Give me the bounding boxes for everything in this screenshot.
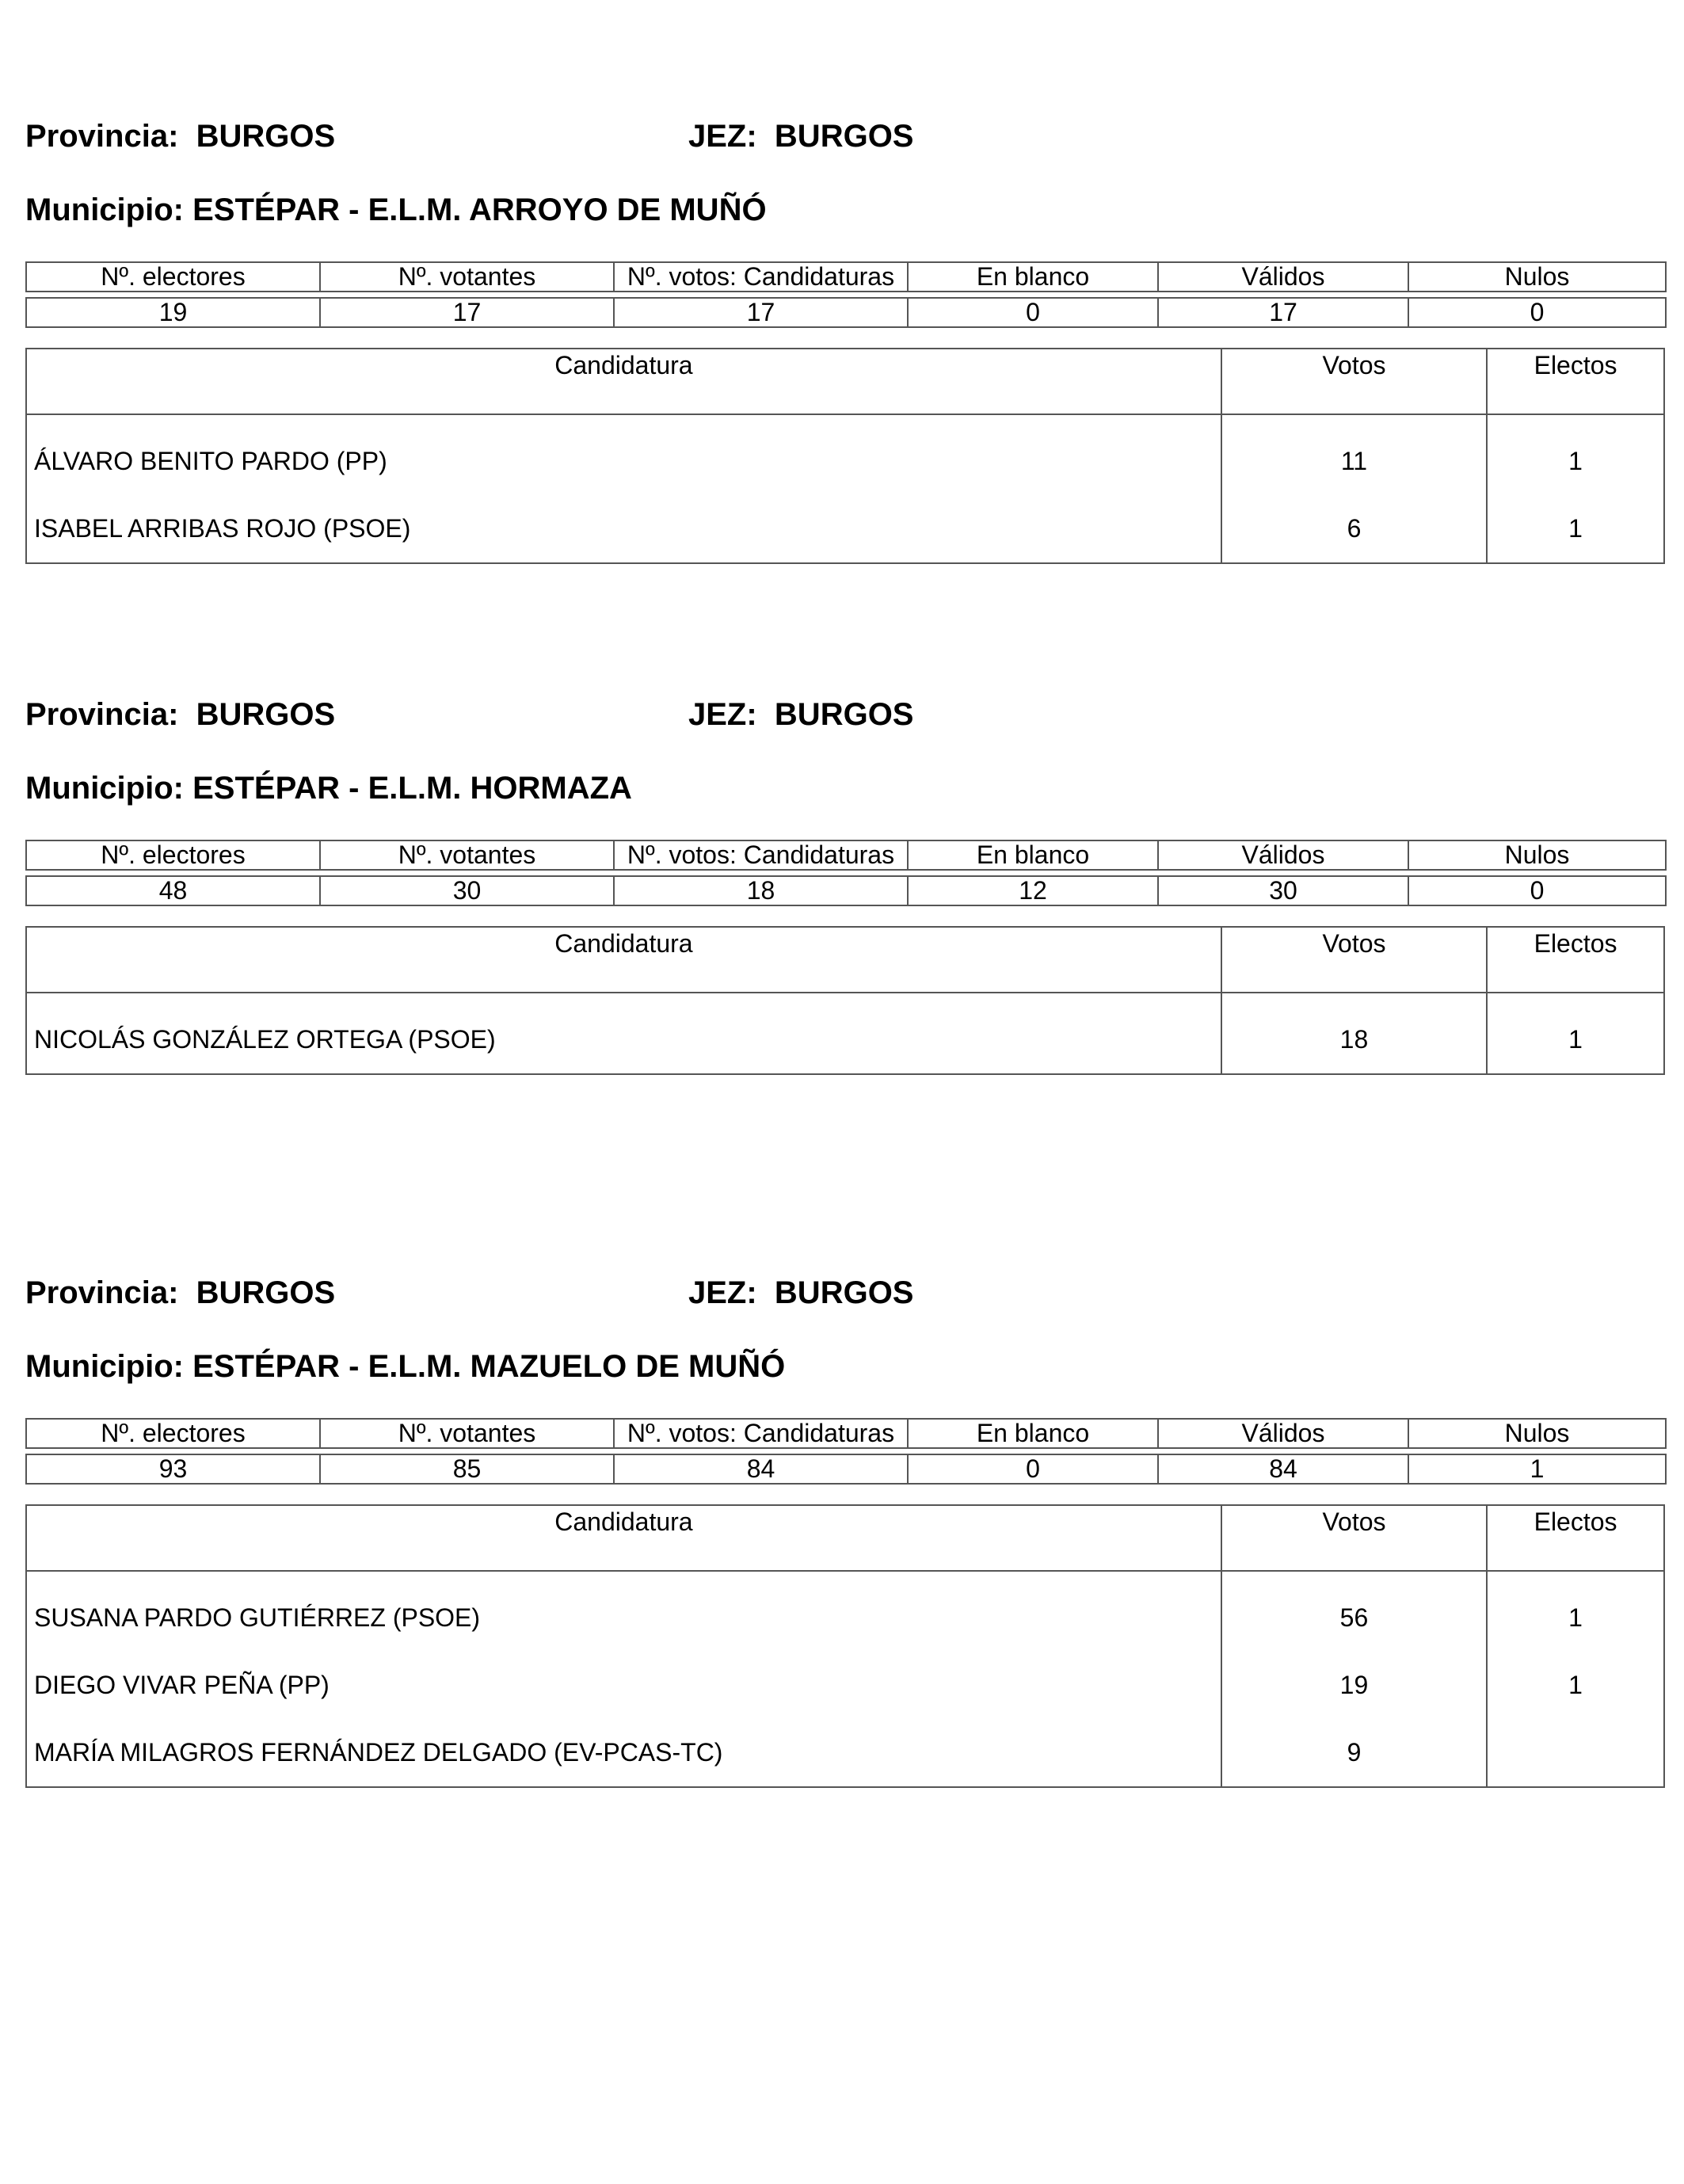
stats-header-cell: Nº. votos: Candidaturas bbox=[614, 840, 908, 870]
candidates-header-row bbox=[26, 1505, 1664, 1571]
provincia-label: Provincia: bbox=[25, 697, 179, 732]
stats-header-cell: Nulos bbox=[1408, 262, 1666, 292]
jez-label: JEZ: bbox=[688, 119, 757, 154]
candidate-votos: 56 bbox=[1221, 1571, 1487, 1652]
candidate-row bbox=[26, 1652, 1664, 1719]
candidates-header-cell: Electos bbox=[1487, 349, 1664, 414]
municipio-label: Municipio: bbox=[25, 771, 184, 806]
stats-value-cell: 17 bbox=[614, 298, 908, 327]
stats-value-cell: 0 bbox=[908, 1454, 1158, 1484]
stats-header-cell: En blanco bbox=[908, 262, 1158, 292]
stats-value-cell: 19 bbox=[26, 298, 320, 327]
candidate-electos bbox=[1487, 1719, 1664, 1787]
candidates-header-cell: Votos bbox=[1221, 1505, 1487, 1571]
candidate-name: ÁLVARO BENITO PARDO (PP) bbox=[34, 447, 387, 475]
stats-header-cell: Nº. votantes bbox=[320, 262, 614, 292]
candidate-name: DIEGO VIVAR PEÑA (PP) bbox=[34, 1671, 330, 1699]
municipio-line bbox=[25, 1349, 785, 1385]
jez-value: BURGOS bbox=[774, 119, 914, 154]
stats-table bbox=[25, 840, 1667, 906]
provincia-label: Provincia: bbox=[25, 119, 179, 154]
stats-value-row bbox=[26, 298, 1666, 327]
candidates-header-cell: Votos bbox=[1221, 927, 1487, 993]
stats-value-row bbox=[26, 876, 1666, 905]
provincia-line bbox=[25, 697, 335, 733]
candidate-row bbox=[26, 1571, 1664, 1652]
candidate-electos: 1 bbox=[1487, 1571, 1664, 1652]
stats-header-cell: Nº. votos: Candidaturas bbox=[614, 262, 908, 292]
candidates-table bbox=[25, 348, 1665, 564]
candidate-name: MARÍA MILAGROS FERNÁNDEZ DELGADO (EV-PCAS-TC) bbox=[34, 1738, 723, 1767]
candidates-header-cell: Candidatura bbox=[26, 927, 1221, 993]
stats-header-row bbox=[26, 262, 1666, 292]
provincia-line bbox=[25, 119, 335, 154]
stats-value-cell: 1 bbox=[1408, 1454, 1666, 1484]
stats-value-cell: 18 bbox=[614, 876, 908, 905]
candidate-votos: 11 bbox=[1221, 414, 1487, 495]
candidates-header-row bbox=[26, 349, 1664, 414]
candidates-header-cell: Electos bbox=[1487, 927, 1664, 993]
jez-line bbox=[688, 697, 914, 733]
section-header bbox=[25, 119, 1665, 155]
candidate-votos: 19 bbox=[1221, 1652, 1487, 1719]
stats-header-cell: Nº. votos: Candidaturas bbox=[614, 1419, 908, 1448]
candidate-row bbox=[26, 495, 1664, 563]
provincia-value: BURGOS bbox=[196, 697, 336, 732]
provincia-label: Provincia: bbox=[25, 1275, 179, 1310]
candidates-header-cell: Candidatura bbox=[26, 1505, 1221, 1571]
stats-gap bbox=[26, 292, 1666, 298]
stats-gap bbox=[26, 870, 1666, 876]
stats-value-cell: 84 bbox=[1158, 1454, 1408, 1484]
stats-header-cell: En blanco bbox=[908, 1419, 1158, 1448]
stats-header-cell: Válidos bbox=[1158, 1419, 1408, 1448]
candidates-header-cell: Electos bbox=[1487, 1505, 1664, 1571]
candidate-electos: 1 bbox=[1487, 1652, 1664, 1719]
municipio-label: Municipio: bbox=[25, 1349, 184, 1384]
stats-header-cell: Nº. electores bbox=[26, 840, 320, 870]
stats-value-cell: 0 bbox=[1408, 876, 1666, 905]
section-header bbox=[25, 1275, 1665, 1312]
stats-header-cell: Nº. electores bbox=[26, 262, 320, 292]
candidate-votos: 18 bbox=[1221, 993, 1487, 1074]
stats-value-cell: 0 bbox=[1408, 298, 1666, 327]
municipality-section bbox=[25, 1275, 1665, 1767]
stats-header-row bbox=[26, 840, 1666, 870]
section-header bbox=[25, 697, 1665, 734]
candidates-header-cell: Votos bbox=[1221, 349, 1487, 414]
stats-header-cell: Nº. votantes bbox=[320, 840, 614, 870]
jez-value: BURGOS bbox=[774, 1275, 914, 1310]
municipio-value: ESTÉPAR - E.L.M. ARROYO DE MUÑÓ bbox=[192, 192, 767, 227]
candidates-header-row bbox=[26, 927, 1664, 993]
stats-header-cell: Nº. votantes bbox=[320, 1419, 614, 1448]
municipio-value: ESTÉPAR - E.L.M. MAZUELO DE MUÑÓ bbox=[192, 1349, 786, 1384]
jez-label: JEZ: bbox=[688, 1275, 757, 1310]
jez-value: BURGOS bbox=[774, 697, 914, 732]
stats-header-row bbox=[26, 1419, 1666, 1448]
stats-value-cell: 93 bbox=[26, 1454, 320, 1484]
stats-header-cell: En blanco bbox=[908, 840, 1158, 870]
candidate-electos: 1 bbox=[1487, 414, 1664, 495]
stats-value-cell: 84 bbox=[614, 1454, 908, 1484]
stats-value-cell: 0 bbox=[908, 298, 1158, 327]
candidate-name: NICOLÁS GONZÁLEZ ORTEGA (PSOE) bbox=[34, 1025, 496, 1054]
candidates-header-cell: Candidatura bbox=[26, 349, 1221, 414]
candidate-votos: 9 bbox=[1221, 1719, 1487, 1787]
provincia-value: BURGOS bbox=[196, 119, 336, 154]
jez-label: JEZ: bbox=[688, 697, 757, 732]
stats-header-cell: Válidos bbox=[1158, 262, 1408, 292]
municipality-section bbox=[25, 697, 1665, 1054]
candidate-votos: 6 bbox=[1221, 495, 1487, 563]
jez-line bbox=[688, 119, 914, 154]
candidate-row bbox=[26, 414, 1664, 495]
stats-header-cell: Válidos bbox=[1158, 840, 1408, 870]
stats-header-cell: Nulos bbox=[1408, 1419, 1666, 1448]
stats-value-cell: 17 bbox=[320, 298, 614, 327]
municipio-value: ESTÉPAR - E.L.M. HORMAZA bbox=[192, 771, 632, 806]
stats-value-cell: 30 bbox=[320, 876, 614, 905]
municipio-label: Municipio: bbox=[25, 192, 184, 227]
jez-line bbox=[688, 1275, 914, 1311]
candidate-name: ISABEL ARRIBAS ROJO (PSOE) bbox=[34, 514, 411, 543]
municipality-section bbox=[25, 119, 1665, 543]
stats-table bbox=[25, 261, 1667, 328]
stats-value-cell: 12 bbox=[908, 876, 1158, 905]
candidate-row bbox=[26, 1719, 1664, 1787]
provincia-value: BURGOS bbox=[196, 1275, 336, 1310]
stats-table bbox=[25, 1418, 1667, 1485]
stats-value-cell: 85 bbox=[320, 1454, 614, 1484]
stats-gap bbox=[26, 1448, 1666, 1454]
stats-value-row bbox=[26, 1454, 1666, 1484]
candidate-name: SUSANA PARDO GUTIÉRREZ (PSOE) bbox=[34, 1603, 481, 1632]
municipio-line bbox=[25, 192, 767, 228]
candidate-electos: 1 bbox=[1487, 993, 1664, 1074]
municipio-line bbox=[25, 771, 632, 806]
candidates-table bbox=[25, 926, 1665, 1075]
candidate-electos: 1 bbox=[1487, 495, 1664, 563]
stats-value-cell: 17 bbox=[1158, 298, 1408, 327]
stats-value-cell: 30 bbox=[1158, 876, 1408, 905]
stats-header-cell: Nº. electores bbox=[26, 1419, 320, 1448]
stats-value-cell: 48 bbox=[26, 876, 320, 905]
stats-header-cell: Nulos bbox=[1408, 840, 1666, 870]
candidate-row bbox=[26, 993, 1664, 1074]
provincia-line bbox=[25, 1275, 335, 1311]
candidates-table bbox=[25, 1504, 1665, 1788]
